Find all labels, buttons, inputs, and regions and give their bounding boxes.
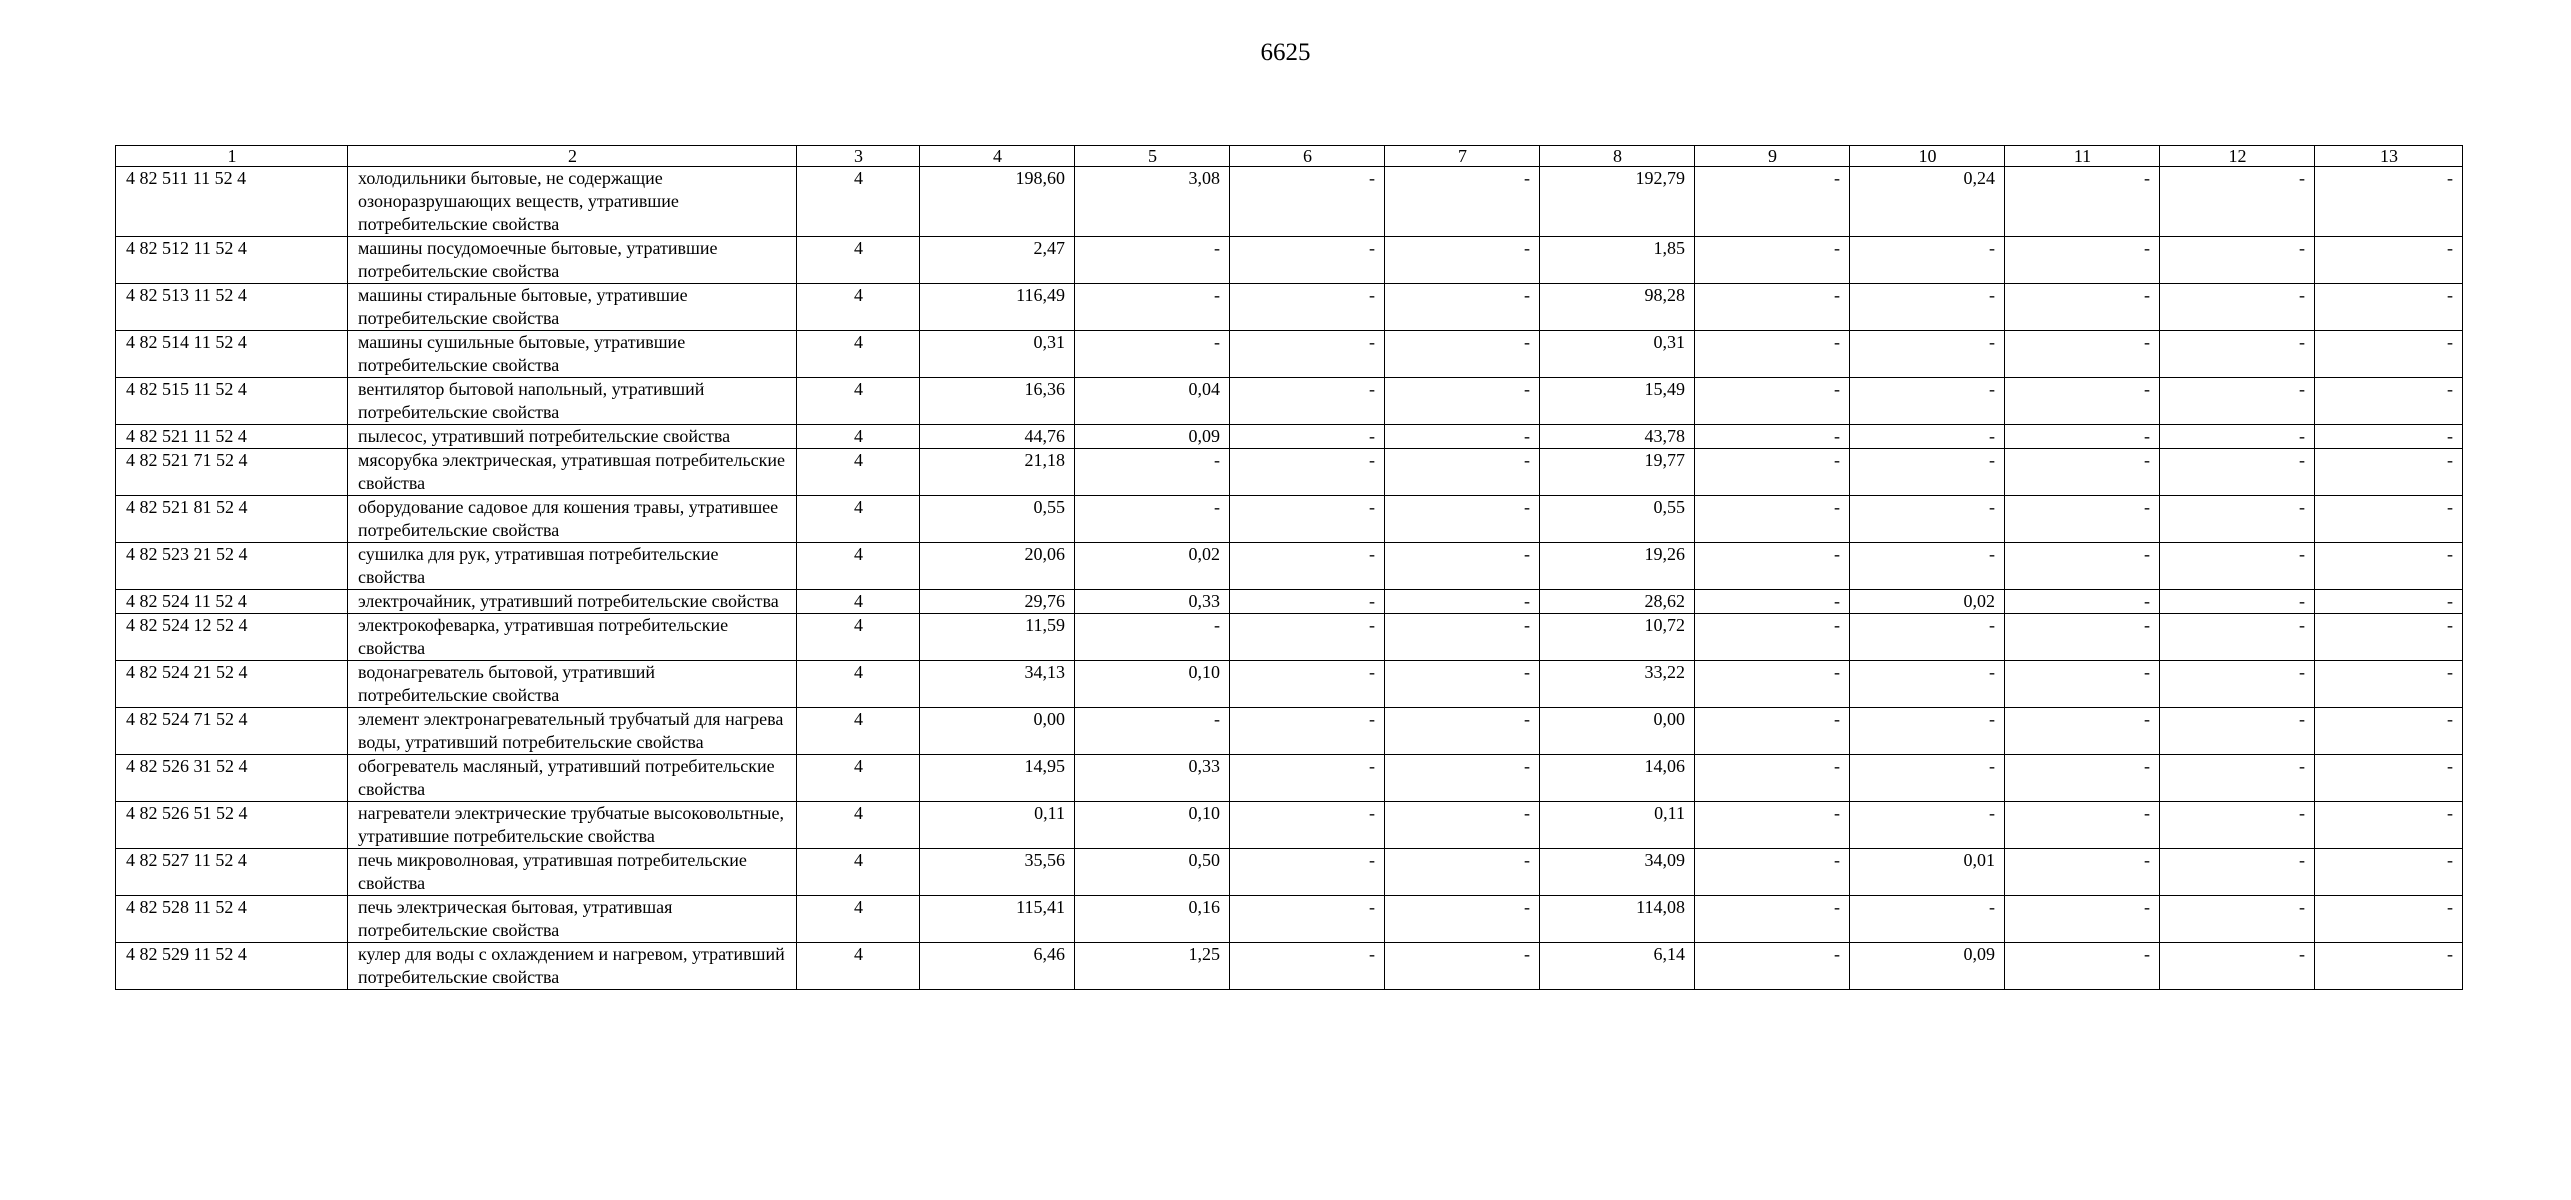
- col-8-value: 0,31: [1540, 331, 1695, 378]
- waste-name: машины стиральные бытовые, утратившие потребительские свойства: [348, 284, 797, 331]
- col-11-value: -: [2005, 896, 2160, 943]
- col-6-value: -: [1230, 167, 1385, 237]
- col-12-value: -: [2160, 378, 2315, 425]
- col-5-value: -: [1075, 496, 1230, 543]
- col-6-value: -: [1230, 425, 1385, 449]
- hazard-class: 4: [797, 378, 920, 425]
- col-11-value: -: [2005, 802, 2160, 849]
- waste-code: 4 82 521 11 52 4: [116, 425, 348, 449]
- col-9-value: -: [1695, 590, 1850, 614]
- col-11-value: -: [2005, 849, 2160, 896]
- col-7-value: -: [1385, 425, 1540, 449]
- waste-code: 4 82 511 11 52 4: [116, 167, 348, 237]
- col-6-value: -: [1230, 496, 1385, 543]
- table-row: [116, 661, 2463, 708]
- waste-name: вентилятор бытовой напольный, утративший потребительские свойства: [348, 378, 797, 425]
- table-row: [116, 614, 2463, 661]
- col-6-value: -: [1230, 896, 1385, 943]
- col-9-value: -: [1695, 378, 1850, 425]
- col-5-value: 0,10: [1075, 802, 1230, 849]
- waste-code: 4 82 513 11 52 4: [116, 284, 348, 331]
- table-row: [116, 425, 2463, 449]
- waste-table: [115, 145, 2463, 990]
- waste-name: печь электрическая бытовая, утратившая потребительские свойства: [348, 896, 797, 943]
- column-header-8: 8: [1540, 146, 1695, 167]
- col-12-value: -: [2160, 849, 2315, 896]
- col-13-value: -: [2315, 496, 2463, 543]
- hazard-class: 4: [797, 755, 920, 802]
- waste-code: 4 82 526 31 52 4: [116, 755, 348, 802]
- table-row: [116, 167, 2463, 237]
- col-5-value: 3,08: [1075, 167, 1230, 237]
- column-header-11: 11: [2005, 146, 2160, 167]
- col-10-value: -: [1850, 378, 2005, 425]
- col-13-value: -: [2315, 378, 2463, 425]
- col-8-value: 34,09: [1540, 849, 1695, 896]
- col-10-value: -: [1850, 284, 2005, 331]
- col-11-value: -: [2005, 284, 2160, 331]
- waste-name: сушилка для рук, утратившая потребительские свойства: [348, 543, 797, 590]
- col-10-value: -: [1850, 755, 2005, 802]
- waste-code: 4 82 515 11 52 4: [116, 378, 348, 425]
- col-7-value: -: [1385, 849, 1540, 896]
- col-12-value: -: [2160, 755, 2315, 802]
- col-12-value: -: [2160, 496, 2315, 543]
- col-4-value: 20,06: [920, 543, 1075, 590]
- table-row: [116, 802, 2463, 849]
- col-4-value: 116,49: [920, 284, 1075, 331]
- col-6-value: -: [1230, 449, 1385, 496]
- col-11-value: -: [2005, 755, 2160, 802]
- col-13-value: -: [2315, 755, 2463, 802]
- col-10-value: -: [1850, 237, 2005, 284]
- waste-name: машины посудомоечные бытовые, утратившие потребительские свойства: [348, 237, 797, 284]
- waste-name: холодильники бытовые, не содержащие озоноразрушающих веществ, утратившие потребительские свойства: [348, 167, 797, 237]
- col-9-value: -: [1695, 661, 1850, 708]
- col-12-value: -: [2160, 449, 2315, 496]
- column-header-6: 6: [1230, 146, 1385, 167]
- col-4-value: 0,00: [920, 708, 1075, 755]
- col-13-value: -: [2315, 661, 2463, 708]
- col-13-value: -: [2315, 896, 2463, 943]
- col-10-value: -: [1850, 614, 2005, 661]
- col-4-value: 44,76: [920, 425, 1075, 449]
- waste-table-container: [115, 145, 2462, 990]
- col-12-value: -: [2160, 802, 2315, 849]
- waste-name: пылесос, утративший потребительские свойства: [348, 425, 797, 449]
- waste-code: 4 82 514 11 52 4: [116, 331, 348, 378]
- col-5-value: -: [1075, 614, 1230, 661]
- page-number: 6625: [1260, 39, 1311, 66]
- col-7-value: -: [1385, 755, 1540, 802]
- col-4-value: 14,95: [920, 755, 1075, 802]
- hazard-class: 4: [797, 849, 920, 896]
- col-8-value: 33,22: [1540, 661, 1695, 708]
- col-9-value: -: [1695, 708, 1850, 755]
- column-header-1: 1: [116, 146, 348, 167]
- header-row: [116, 146, 2463, 167]
- col-11-value: -: [2005, 496, 2160, 543]
- col-5-value: -: [1075, 331, 1230, 378]
- hazard-class: 4: [797, 543, 920, 590]
- col-4-value: 198,60: [920, 167, 1075, 237]
- col-13-value: -: [2315, 425, 2463, 449]
- col-4-value: 0,55: [920, 496, 1075, 543]
- col-5-value: -: [1075, 237, 1230, 284]
- col-8-value: 114,08: [1540, 896, 1695, 943]
- col-12-value: -: [2160, 167, 2315, 237]
- column-header-7: 7: [1385, 146, 1540, 167]
- col-11-value: -: [2005, 449, 2160, 496]
- col-7-value: -: [1385, 449, 1540, 496]
- col-10-value: 0,02: [1850, 590, 2005, 614]
- col-10-value: -: [1850, 661, 2005, 708]
- col-12-value: -: [2160, 590, 2315, 614]
- col-11-value: -: [2005, 708, 2160, 755]
- col-5-value: 0,10: [1075, 661, 1230, 708]
- col-11-value: -: [2005, 331, 2160, 378]
- table-row: [116, 449, 2463, 496]
- waste-code: 4 82 523 21 52 4: [116, 543, 348, 590]
- waste-name: оборудование садовое для кошения травы, утратившее потребительские свойства: [348, 496, 797, 543]
- column-header-5: 5: [1075, 146, 1230, 167]
- col-7-value: -: [1385, 237, 1540, 284]
- col-9-value: -: [1695, 237, 1850, 284]
- hazard-class: 4: [797, 449, 920, 496]
- col-8-value: 19,77: [1540, 449, 1695, 496]
- col-13-value: -: [2315, 167, 2463, 237]
- col-13-value: -: [2315, 331, 2463, 378]
- column-header-10: 10: [1850, 146, 2005, 167]
- table-row: [116, 496, 2463, 543]
- col-11-value: -: [2005, 237, 2160, 284]
- col-12-value: -: [2160, 708, 2315, 755]
- col-7-value: -: [1385, 496, 1540, 543]
- col-7-value: -: [1385, 331, 1540, 378]
- col-5-value: 0,16: [1075, 896, 1230, 943]
- col-5-value: -: [1075, 449, 1230, 496]
- col-9-value: -: [1695, 449, 1850, 496]
- col-12-value: -: [2160, 425, 2315, 449]
- hazard-class: 4: [797, 614, 920, 661]
- table-row: [116, 755, 2463, 802]
- col-5-value: -: [1075, 284, 1230, 331]
- table-row: [116, 590, 2463, 614]
- column-header-13: 13: [2315, 146, 2463, 167]
- waste-code: 4 82 524 11 52 4: [116, 590, 348, 614]
- hazard-class: 4: [797, 708, 920, 755]
- col-13-value: -: [2315, 708, 2463, 755]
- col-7-value: -: [1385, 167, 1540, 237]
- col-7-value: -: [1385, 943, 1540, 990]
- col-9-value: -: [1695, 496, 1850, 543]
- col-11-value: -: [2005, 661, 2160, 708]
- col-6-value: -: [1230, 661, 1385, 708]
- col-10-value: -: [1850, 331, 2005, 378]
- col-12-value: -: [2160, 237, 2315, 284]
- col-12-value: -: [2160, 284, 2315, 331]
- waste-name: водонагреватель бытовой, утративший потребительские свойства: [348, 661, 797, 708]
- waste-code: 4 82 521 81 52 4: [116, 496, 348, 543]
- hazard-class: 4: [797, 590, 920, 614]
- hazard-class: 4: [797, 284, 920, 331]
- table-row: [116, 849, 2463, 896]
- col-8-value: 28,62: [1540, 590, 1695, 614]
- col-9-value: -: [1695, 896, 1850, 943]
- waste-code: 4 82 524 71 52 4: [116, 708, 348, 755]
- col-8-value: 0,00: [1540, 708, 1695, 755]
- col-13-value: -: [2315, 237, 2463, 284]
- column-header-3: 3: [797, 146, 920, 167]
- col-5-value: 1,25: [1075, 943, 1230, 990]
- waste-code: 4 82 528 11 52 4: [116, 896, 348, 943]
- col-8-value: 43,78: [1540, 425, 1695, 449]
- col-13-value: -: [2315, 802, 2463, 849]
- col-7-value: -: [1385, 661, 1540, 708]
- table-body: [116, 167, 2463, 990]
- hazard-class: 4: [797, 331, 920, 378]
- col-9-value: -: [1695, 425, 1850, 449]
- col-6-value: -: [1230, 590, 1385, 614]
- waste-name: машины сушильные бытовые, утратившие потребительские свойства: [348, 331, 797, 378]
- waste-code: 4 82 524 12 52 4: [116, 614, 348, 661]
- col-7-value: -: [1385, 284, 1540, 331]
- col-9-value: -: [1695, 167, 1850, 237]
- col-8-value: 98,28: [1540, 284, 1695, 331]
- col-11-value: -: [2005, 378, 2160, 425]
- col-12-value: -: [2160, 543, 2315, 590]
- hazard-class: 4: [797, 896, 920, 943]
- hazard-class: 4: [797, 802, 920, 849]
- col-4-value: 2,47: [920, 237, 1075, 284]
- col-11-value: -: [2005, 543, 2160, 590]
- waste-name: электрокофеварка, утратившая потребительские свойства: [348, 614, 797, 661]
- col-11-value: -: [2005, 590, 2160, 614]
- col-6-value: -: [1230, 614, 1385, 661]
- column-header-4: 4: [920, 146, 1075, 167]
- col-4-value: 16,36: [920, 378, 1075, 425]
- col-4-value: 21,18: [920, 449, 1075, 496]
- col-4-value: 11,59: [920, 614, 1075, 661]
- column-header-12: 12: [2160, 146, 2315, 167]
- waste-name: обогреватель масляный, утративший потребительские свойства: [348, 755, 797, 802]
- col-7-value: -: [1385, 802, 1540, 849]
- col-8-value: 15,49: [1540, 378, 1695, 425]
- waste-name: электрочайник, утративший потребительские свойства: [348, 590, 797, 614]
- col-10-value: -: [1850, 896, 2005, 943]
- table-row: [116, 896, 2463, 943]
- table-header: [116, 146, 2463, 167]
- col-8-value: 0,11: [1540, 802, 1695, 849]
- table-row: [116, 708, 2463, 755]
- col-8-value: 0,55: [1540, 496, 1695, 543]
- col-8-value: 192,79: [1540, 167, 1695, 237]
- col-5-value: 0,50: [1075, 849, 1230, 896]
- col-10-value: -: [1850, 425, 2005, 449]
- col-13-value: -: [2315, 449, 2463, 496]
- col-5-value: 0,02: [1075, 543, 1230, 590]
- col-13-value: -: [2315, 284, 2463, 331]
- table-row: [116, 237, 2463, 284]
- col-10-value: 0,09: [1850, 943, 2005, 990]
- col-13-value: -: [2315, 543, 2463, 590]
- col-13-value: -: [2315, 849, 2463, 896]
- col-10-value: 0,24: [1850, 167, 2005, 237]
- hazard-class: 4: [797, 167, 920, 237]
- col-9-value: -: [1695, 543, 1850, 590]
- col-4-value: 34,13: [920, 661, 1075, 708]
- col-12-value: -: [2160, 661, 2315, 708]
- col-9-value: -: [1695, 331, 1850, 378]
- col-11-value: -: [2005, 167, 2160, 237]
- col-5-value: -: [1075, 708, 1230, 755]
- col-10-value: -: [1850, 449, 2005, 496]
- col-5-value: 0,33: [1075, 755, 1230, 802]
- col-9-value: -: [1695, 802, 1850, 849]
- waste-code: 4 82 526 51 52 4: [116, 802, 348, 849]
- col-9-value: -: [1695, 943, 1850, 990]
- waste-name: элемент электронагревательный трубчатый для нагрева воды, утративший потребительские свойства: [348, 708, 797, 755]
- column-header-2: 2: [348, 146, 797, 167]
- col-12-value: -: [2160, 943, 2315, 990]
- col-6-value: -: [1230, 849, 1385, 896]
- waste-code: 4 82 529 11 52 4: [116, 943, 348, 990]
- col-10-value: 0,01: [1850, 849, 2005, 896]
- waste-code: 4 82 524 21 52 4: [116, 661, 348, 708]
- col-9-value: -: [1695, 614, 1850, 661]
- col-7-value: -: [1385, 543, 1540, 590]
- col-4-value: 115,41: [920, 896, 1075, 943]
- col-4-value: 6,46: [920, 943, 1075, 990]
- hazard-class: 4: [797, 425, 920, 449]
- col-6-value: -: [1230, 284, 1385, 331]
- col-4-value: 0,31: [920, 331, 1075, 378]
- waste-name: печь микроволновая, утратившая потребительские свойства: [348, 849, 797, 896]
- col-6-value: -: [1230, 755, 1385, 802]
- col-4-value: 0,11: [920, 802, 1075, 849]
- waste-name: мясорубка электрическая, утратившая потребительские свойства: [348, 449, 797, 496]
- waste-code: 4 82 527 11 52 4: [116, 849, 348, 896]
- table-row: [116, 331, 2463, 378]
- col-8-value: 10,72: [1540, 614, 1695, 661]
- col-6-value: -: [1230, 331, 1385, 378]
- table-row: [116, 943, 2463, 990]
- col-9-value: -: [1695, 755, 1850, 802]
- col-8-value: 1,85: [1540, 237, 1695, 284]
- col-9-value: -: [1695, 849, 1850, 896]
- col-12-value: -: [2160, 896, 2315, 943]
- col-7-value: -: [1385, 590, 1540, 614]
- col-5-value: 0,04: [1075, 378, 1230, 425]
- hazard-class: 4: [797, 943, 920, 990]
- waste-name: кулер для воды с охлаждением и нагревом, утративший потребительские свойства: [348, 943, 797, 990]
- col-4-value: 35,56: [920, 849, 1075, 896]
- col-10-value: -: [1850, 708, 2005, 755]
- col-13-value: -: [2315, 590, 2463, 614]
- col-13-value: -: [2315, 943, 2463, 990]
- col-6-value: -: [1230, 708, 1385, 755]
- col-11-value: -: [2005, 943, 2160, 990]
- col-6-value: -: [1230, 237, 1385, 284]
- col-13-value: -: [2315, 614, 2463, 661]
- waste-code: 4 82 512 11 52 4: [116, 237, 348, 284]
- col-11-value: -: [2005, 425, 2160, 449]
- col-10-value: -: [1850, 802, 2005, 849]
- table-row: [116, 543, 2463, 590]
- table-row: [116, 378, 2463, 425]
- col-7-value: -: [1385, 708, 1540, 755]
- hazard-class: 4: [797, 237, 920, 284]
- col-10-value: -: [1850, 543, 2005, 590]
- hazard-class: 4: [797, 496, 920, 543]
- col-6-value: -: [1230, 378, 1385, 425]
- col-6-value: -: [1230, 543, 1385, 590]
- col-6-value: -: [1230, 943, 1385, 990]
- col-7-value: -: [1385, 378, 1540, 425]
- col-9-value: -: [1695, 284, 1850, 331]
- hazard-class: 4: [797, 661, 920, 708]
- table-row: [116, 284, 2463, 331]
- col-7-value: -: [1385, 614, 1540, 661]
- col-12-value: -: [2160, 614, 2315, 661]
- column-header-9: 9: [1695, 146, 1850, 167]
- col-4-value: 29,76: [920, 590, 1075, 614]
- col-11-value: -: [2005, 614, 2160, 661]
- col-7-value: -: [1385, 896, 1540, 943]
- waste-name: нагреватели электрические трубчатые высоковольтные, утратившие потребительские свойства: [348, 802, 797, 849]
- col-5-value: 0,33: [1075, 590, 1230, 614]
- waste-code: 4 82 521 71 52 4: [116, 449, 348, 496]
- col-8-value: 19,26: [1540, 543, 1695, 590]
- col-12-value: -: [2160, 331, 2315, 378]
- col-8-value: 6,14: [1540, 943, 1695, 990]
- col-8-value: 14,06: [1540, 755, 1695, 802]
- col-5-value: 0,09: [1075, 425, 1230, 449]
- col-10-value: -: [1850, 496, 2005, 543]
- col-6-value: -: [1230, 802, 1385, 849]
